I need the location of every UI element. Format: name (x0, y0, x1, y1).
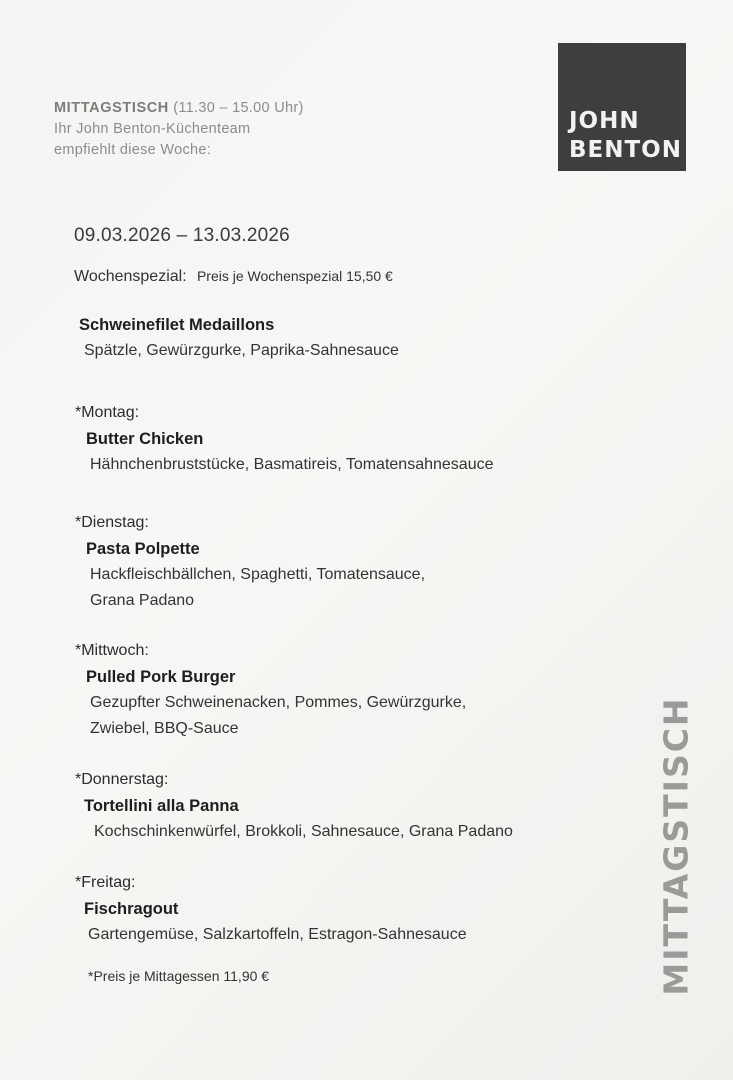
weekly-special-price: Preis je Wochenspezial 15,50 € (196, 268, 393, 284)
dish-sides-line: Gartengemüse, Salzkartoffeln, Estragon-Sahnesauce (88, 926, 467, 943)
logo-line-1: JOHN (569, 108, 640, 134)
dish-name: Butter Chicken (86, 430, 204, 448)
dish-sides-line: Kochschinkenwürfel, Brokkoli, Sahnesauce, Grana Padano (94, 823, 513, 840)
dish-sides-line: Zwiebel, BBQ-Sauce (90, 720, 239, 737)
dish-sides-line: Hähnchenbruststücke, Basmatireis, Tomatensahnesauce (90, 456, 494, 473)
logo-line-2: BENTON (569, 137, 682, 163)
dish-name: Pasta Polpette (86, 540, 200, 558)
weekly-special-sides: Spätzle, Gewürzgurke, Paprika-Sahnesauce (84, 342, 399, 359)
week-date-range: 09.03.2026 – 13.03.2026 (74, 225, 290, 246)
lunch-title: MITTAGSTISCH (54, 100, 169, 116)
day-block-mittwoch (75, 638, 466, 742)
lunch-hours: (11.30 – 15.00 Uhr) (173, 100, 304, 116)
dish-name: Tortellini alla Panna (84, 797, 239, 815)
dish-sides-line: Hackfleischbällchen, Spaghetti, Tomatensauce, (90, 566, 426, 583)
header-title-line (54, 98, 474, 119)
vertical-side-title: MITTAGSTISCH (656, 696, 696, 996)
dish-name: Fischragout (84, 900, 179, 918)
day-label: *Donnerstag: (75, 771, 169, 788)
day-block-freitag (75, 870, 467, 948)
john-benton-logo (558, 43, 686, 171)
dish-sides-line: Grana Padano (90, 592, 195, 609)
menu-header (54, 98, 474, 161)
day-label: *Montag: (75, 404, 140, 421)
header-line-3: empfiehlt diese Woche: (54, 142, 212, 158)
day-block-dienstag (75, 510, 425, 614)
day-label: *Dienstag: (75, 514, 149, 531)
dish-sides-line: Gezupfter Schweinenacken, Pommes, Gewürzgurke, (90, 694, 467, 711)
day-block-montag (75, 400, 493, 478)
day-label: *Mittwoch: (75, 642, 149, 659)
day-label: *Freitag: (75, 874, 136, 891)
weekly-special-label: Wochenspezial: (74, 268, 187, 285)
weekly-special-block (79, 312, 399, 364)
dish-name: Pulled Pork Burger (86, 668, 236, 686)
header-line-2: Ihr John Benton-Küchenteam (54, 121, 251, 137)
day-block-donnerstag (75, 767, 513, 845)
weekly-special-dish: Schweinefilet Medaillons (79, 316, 275, 334)
price-footnote: *Preis je Mittagessen 11,90 € (88, 968, 270, 984)
weekly-special-row (74, 268, 393, 286)
